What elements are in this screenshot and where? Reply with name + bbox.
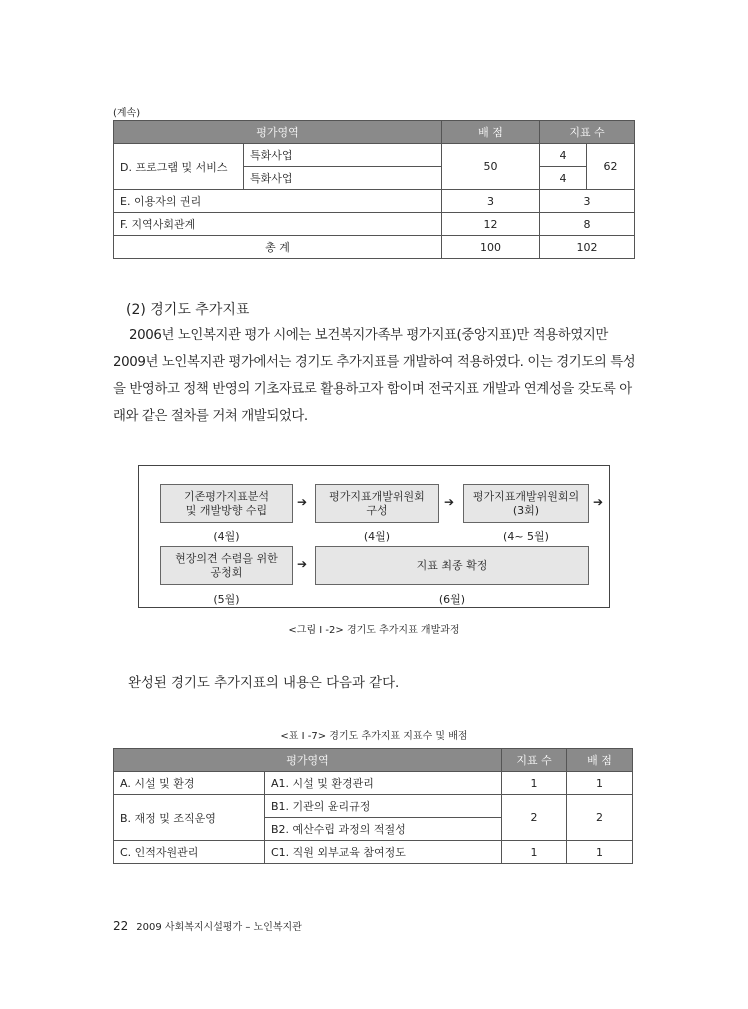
section-title: (2) 경기도 추가지표 — [126, 302, 250, 318]
arrow-right-icon: ➔ — [444, 495, 455, 509]
page-footer — [113, 918, 302, 933]
footer-text: 2009 사회복지시설평가 – 노인복지관 — [136, 922, 302, 933]
total-count: 102 — [540, 236, 635, 259]
score-cell: 2 — [567, 795, 633, 841]
header-area: 평가영역 — [114, 121, 442, 144]
header-score: 배 점 — [567, 749, 633, 772]
indicator-table — [113, 748, 633, 864]
count-cell: 1 — [502, 772, 567, 795]
date-label: (4~ 5월) — [503, 530, 549, 543]
item-cell: A1. 시설 및 환경관리 — [265, 772, 502, 795]
score-cell: 1 — [567, 772, 633, 795]
page-number: 22 — [113, 919, 129, 933]
score-cell: 50 — [442, 144, 540, 190]
step-final-box: 지표 최종 확정 — [315, 546, 589, 585]
step-committee-box: 평가지표개발위원회 구성 — [315, 484, 439, 523]
count-cell: 3 — [540, 190, 635, 213]
table-header-row — [114, 121, 635, 144]
area-cell: A. 시설 및 환경 — [114, 772, 265, 795]
table-caption: <표 Ⅰ -7> 경기도 추가지표 지표수 및 배점 — [280, 731, 468, 742]
step-meeting-box: 평가지표개발위원회의 (3회) — [463, 484, 589, 523]
area-cell: B. 재정 및 조직운영 — [114, 795, 265, 841]
total-score: 100 — [442, 236, 540, 259]
score-cell: 3 — [442, 190, 540, 213]
date-label: (5월) — [213, 593, 240, 606]
sub-cell: 특화사업 — [244, 144, 442, 167]
count-cell: 1 — [502, 841, 567, 864]
table-row — [114, 772, 633, 795]
count-cell: 2 — [502, 795, 567, 841]
total-label: 총 계 — [114, 236, 442, 259]
item-cell: B2. 예산수립 과정의 적절성 — [265, 818, 502, 841]
table-total-row — [114, 236, 635, 259]
continued-label: (계속) — [113, 108, 141, 119]
count-cell: 8 — [540, 213, 635, 236]
score-cell: 1 — [567, 841, 633, 864]
item-cell: B1. 기관의 윤리규정 — [265, 795, 502, 818]
table-row — [114, 841, 633, 864]
header-count: 지표 수 — [502, 749, 567, 772]
table-row — [114, 190, 635, 213]
step-analysis-box: 기존평가지표분석 및 개발방향 수립 — [160, 484, 293, 523]
conclusion-text: 완성된 경기도 추가지표의 내용은 다음과 같다. — [128, 676, 400, 691]
header-area: 평가영역 — [114, 749, 502, 772]
sub-cell: 특화사업 — [244, 167, 442, 190]
table-row — [114, 144, 635, 167]
figure-caption: <그림 Ⅰ -2> 경기도 추가지표 개발과정 — [288, 625, 460, 636]
count-cell: 4 — [540, 144, 587, 167]
date-label: (4월) — [213, 530, 240, 543]
arrow-right-icon: ➔ — [593, 495, 604, 509]
score-cell: 12 — [442, 213, 540, 236]
body-paragraph: 2006년 노인복지관 평가 시에는 보건복지가족부 평가지표(중앙지표)만 적용하였지만 2009년 노인복지관 평가에서는 경기도 추가지표를 개발하여 적용하였다. 이는 경기도의 특성을 반영하고 정책 반영의 기초자료로 활용하고자 함이며 전국지표 개발과 연계성을 갖도록 아래와 같은 절차를 거쳐 개발되었다. — [113, 328, 636, 424]
area-cell: D. 프로그램 및 서비스 — [114, 144, 244, 190]
area-cell: C. 인적자원관리 — [114, 841, 265, 864]
arrow-right-icon: ➔ — [297, 495, 308, 509]
step-hearing-box: 현장의견 수렴을 위한 공청회 — [160, 546, 293, 585]
table-row — [114, 213, 635, 236]
area-cell: E. 이용자의 권리 — [114, 190, 442, 213]
date-label: (4월) — [363, 530, 391, 543]
table-row — [114, 795, 633, 818]
header-score: 배 점 — [442, 121, 540, 144]
arrow-right-icon: ➔ — [297, 557, 308, 571]
count-cell: 4 — [540, 167, 587, 190]
count-total-cell: 62 — [587, 144, 635, 190]
item-cell: C1. 직원 외부교육 참여정도 — [265, 841, 502, 864]
area-cell: F. 지역사회관계 — [114, 213, 442, 236]
header-count: 지표 수 — [540, 121, 635, 144]
date-label: (6월) — [438, 593, 466, 606]
evaluation-table — [113, 120, 635, 259]
table-header-row — [114, 749, 633, 772]
